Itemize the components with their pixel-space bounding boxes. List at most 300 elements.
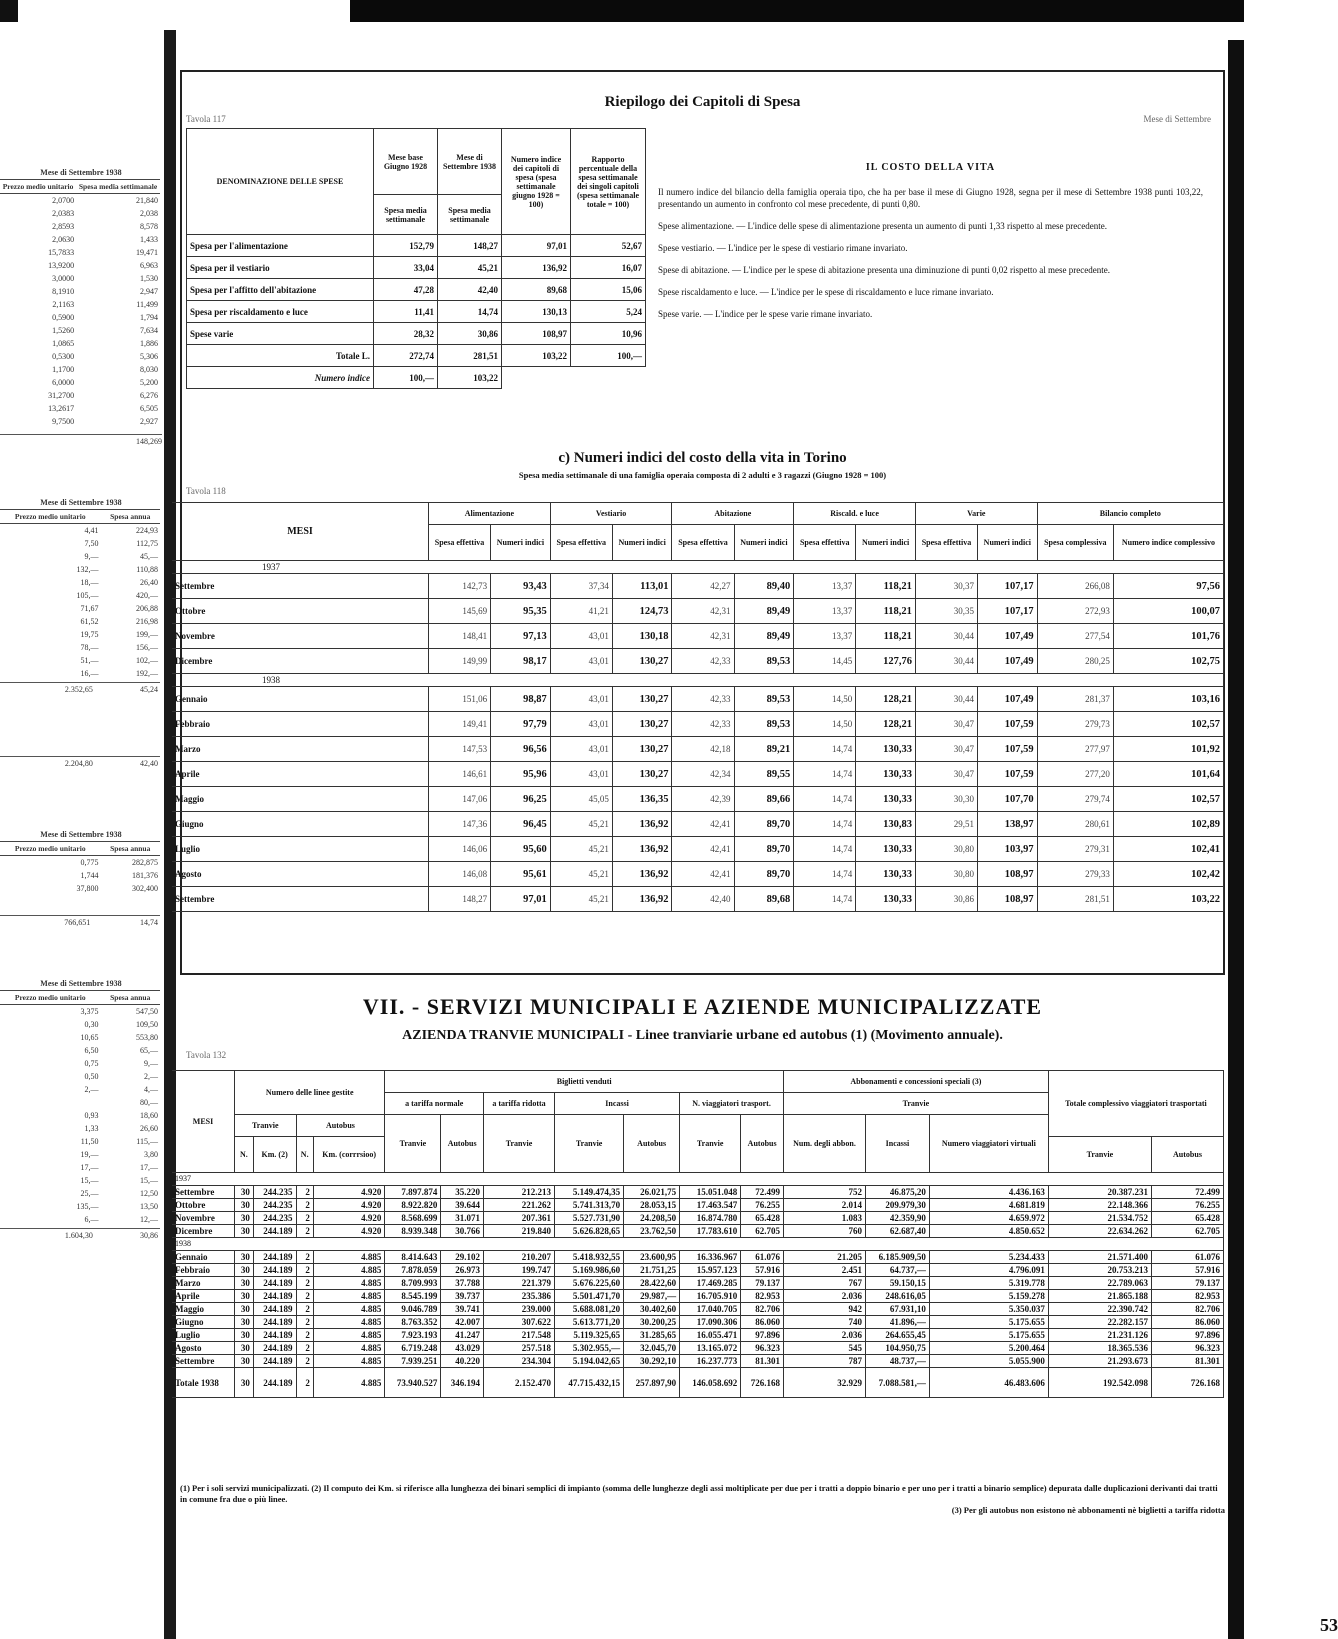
tt-cell: 30	[235, 1342, 254, 1355]
table-row	[172, 1186, 1224, 1199]
ni-cell: 98,87	[491, 687, 551, 712]
tt-month: Dicembre	[172, 1225, 235, 1238]
riepilogo-cell: 108,97	[502, 323, 571, 345]
ni-cell: 272,93	[1037, 599, 1113, 624]
ni-cell: 147,06	[429, 787, 491, 812]
ls-col-header: Prezzo medio unitario	[0, 180, 76, 194]
tt-cell: 17.090.306	[680, 1316, 741, 1329]
tt-year-1937: 1937	[172, 1173, 1224, 1186]
tt-cell: 257.518	[484, 1342, 555, 1355]
ni-sub-spesa: Spesa effettiva	[915, 525, 977, 561]
ni-cell: 42,33	[672, 687, 734, 712]
ni-cell: 97,13	[491, 624, 551, 649]
ni-cell: 101,92	[1113, 737, 1223, 762]
tt-cell: 2	[296, 1329, 313, 1342]
ls-cell: 2,8593	[52, 222, 75, 231]
tt-cell: 2.451	[783, 1264, 865, 1277]
tt-month: Settembre	[172, 1186, 235, 1199]
ni-sub-spesa: Spesa effettiva	[550, 525, 612, 561]
tt-cell: 22.634.262	[1048, 1225, 1151, 1238]
ni-cell: 279,31	[1037, 837, 1113, 862]
table-row	[172, 812, 1224, 837]
ls-cell: 2,—	[84, 1085, 99, 1094]
ni-sub-numeri: Numeri indici	[856, 525, 916, 561]
tt-cell: 209.979,30	[866, 1199, 930, 1212]
tt-cell: 2	[296, 1342, 313, 1355]
tt-cell: 67.931,10	[866, 1303, 930, 1316]
tt-cell: 21.534.752	[1048, 1212, 1151, 1225]
ni-cell: 128,21	[856, 712, 916, 737]
ni-month: Novembre	[172, 624, 429, 649]
ni-sub-numeri: Numero indice complessivo	[1113, 525, 1223, 561]
ni-cell: 102,57	[1113, 712, 1223, 737]
table-row	[172, 1290, 1224, 1303]
ni-cell: 43,01	[550, 762, 612, 787]
ls-cell: 1,744	[80, 871, 99, 880]
tt-cell: 244.189	[253, 1277, 296, 1290]
ni-cell: 42,31	[672, 624, 734, 649]
tt-year-1938: 1938	[172, 1238, 1224, 1251]
tt-month: Agosto	[172, 1342, 235, 1355]
ls-cell: 3,0000	[52, 274, 75, 283]
table-row	[172, 1277, 1224, 1290]
tt-cell: 4.920	[313, 1225, 385, 1238]
ls-heading-2: Mese di Settembre 1938	[40, 498, 122, 507]
ni-cell: 89,70	[734, 812, 794, 837]
tt-cell: 760	[783, 1225, 865, 1238]
ls-cell: 26,40	[140, 578, 158, 587]
tt-cell: 42.359,90	[866, 1212, 930, 1225]
tt-h-via-autobus: Autobus	[741, 1115, 784, 1173]
tt-cell: 221.379	[484, 1277, 555, 1290]
tt-cell: 244.189	[253, 1290, 296, 1303]
table-row	[172, 1251, 1224, 1264]
tt-cell: 76.255	[1151, 1199, 1223, 1212]
tt-cell: 5.613.771,20	[555, 1316, 624, 1329]
ni-cell: 45,05	[550, 787, 612, 812]
table-row	[172, 1225, 1224, 1238]
ni-cell: 101,76	[1113, 624, 1223, 649]
tt-cell: 5.194.042,65	[555, 1355, 624, 1368]
ls-cell: 6,0000	[52, 378, 75, 387]
riepilogo-total-b: 281,51	[438, 345, 502, 367]
ni-h-varie: Varie	[915, 503, 1037, 525]
ls-cell: 12,50	[140, 1189, 158, 1198]
ls-cell: 8,578	[140, 222, 158, 231]
ls-cell: 65,—	[140, 1046, 158, 1055]
ni-cell: 13,37	[794, 624, 856, 649]
tt-cell: 20.387.231	[1048, 1186, 1151, 1199]
ls-total-4	[0, 915, 160, 929]
tt-cell: 2	[296, 1264, 313, 1277]
table-row	[172, 712, 1224, 737]
ni-cell: 277,97	[1037, 737, 1113, 762]
tt-h-biglietti: Biglietti venduti	[385, 1071, 784, 1093]
ni-cell: 89,21	[734, 737, 794, 762]
ls-cell: 15,—	[140, 1176, 158, 1185]
ls-col-header: Prezzo medio unitario	[0, 842, 100, 856]
ni-month: Dicembre	[172, 649, 429, 674]
ls-cell: 2,1163	[52, 300, 75, 309]
ni-cell: 14,74	[794, 862, 856, 887]
riepilogo-cell: 47,28	[374, 279, 438, 301]
tt-total-cell: 46.483.606	[929, 1368, 1048, 1398]
tt-cell: 2	[296, 1199, 313, 1212]
ls-cell: 7,50	[84, 539, 99, 548]
ni-cell: 89,53	[734, 649, 794, 674]
ni-cell: 107,49	[978, 624, 1038, 649]
ls-col-header: Spesa media settimanale	[76, 180, 160, 194]
tt-cell: 17.463.547	[680, 1199, 741, 1212]
ni-sub-numeri: Numeri indici	[978, 525, 1038, 561]
ni-cell: 89,40	[734, 574, 794, 599]
riepilogo-cell: 5,24	[571, 301, 646, 323]
tt-cell: 5.741.313,70	[555, 1199, 624, 1212]
ni-cell: 130,33	[856, 887, 916, 912]
ls-cell: 78,—	[80, 643, 99, 652]
ni-cell: 42,33	[672, 712, 734, 737]
tt-cell: 5.149.474,35	[555, 1186, 624, 1199]
tt-cell: 5.319.778	[929, 1277, 1048, 1290]
table-row	[172, 1329, 1224, 1342]
tt-total-cell: 257.897,90	[624, 1368, 680, 1398]
ls-total-cell: 45,24	[95, 683, 160, 697]
ni-cell: 96,56	[491, 737, 551, 762]
ls-cell: 15,—	[80, 1176, 99, 1185]
tt-cell: 5.688.081,20	[555, 1303, 624, 1316]
ni-cell: 281,51	[1037, 887, 1113, 912]
ni-cell: 42,41	[672, 812, 734, 837]
ls-cell: 135,—	[76, 1202, 99, 1211]
ls-cell: 224,93	[136, 526, 158, 535]
tt-cell: 43.029	[441, 1342, 484, 1355]
ni-cell: 95,96	[491, 762, 551, 787]
ni-cell: 107,59	[978, 737, 1038, 762]
ni-cell: 130,33	[856, 787, 916, 812]
tt-cell: 18.365.536	[1048, 1342, 1151, 1355]
tt-cell: 21.293.673	[1048, 1355, 1151, 1368]
riepilogo-cell: 28,32	[374, 323, 438, 345]
ni-sub-spesa: Spesa effettiva	[794, 525, 856, 561]
table-row	[187, 257, 646, 279]
tt-cell: 5.676.225,60	[555, 1277, 624, 1290]
ls-cell: 0,30	[84, 1020, 99, 1029]
tt-cell: 21.205	[783, 1251, 865, 1264]
tt-cell: 26.021,75	[624, 1186, 680, 1199]
tt-cell: 17.040.705	[680, 1303, 741, 1316]
tt-cell: 15.957.123	[680, 1264, 741, 1277]
ni-cell: 42,41	[672, 837, 734, 862]
ni-cell: 96,45	[491, 812, 551, 837]
tt-cell: 2	[296, 1290, 313, 1303]
tt-cell: 244.235	[253, 1199, 296, 1212]
ni-cell: 266,08	[1037, 574, 1113, 599]
ls-cell: 156,—	[136, 643, 158, 652]
tt-cell: 30.766	[441, 1225, 484, 1238]
tt-cell: 37.788	[441, 1277, 484, 1290]
tt-month: Novembre	[172, 1212, 235, 1225]
ni-cell: 45,21	[550, 812, 612, 837]
ls-cell: 80,—	[140, 1098, 158, 1107]
tt-h-numvirt: Numero viaggiatori virtuali	[929, 1115, 1048, 1173]
tt-cell: 2.014	[783, 1199, 865, 1212]
ni-cell: 148,41	[429, 624, 491, 649]
tt-cell: 199.747	[484, 1264, 555, 1277]
ls-total-cell: 14,74	[92, 916, 160, 930]
tt-month: Ottobre	[172, 1199, 235, 1212]
ls-cell: 110,88	[136, 565, 158, 574]
ni-cell: 138,97	[978, 812, 1038, 837]
ni-cell: 14,74	[794, 787, 856, 812]
tt-cell: 4.885	[313, 1290, 385, 1303]
ni-cell: 102,75	[1113, 649, 1223, 674]
tt-cell: 30	[235, 1329, 254, 1342]
ni-cell: 107,49	[978, 649, 1038, 674]
ls-cell: 19,—	[80, 1150, 99, 1159]
tt-cell: 81.301	[741, 1355, 784, 1368]
ls-cell: 5,306	[140, 352, 158, 361]
tt-cell: 22.282.157	[1048, 1316, 1151, 1329]
ni-cell: 30,44	[915, 687, 977, 712]
tt-cell: 4.885	[313, 1264, 385, 1277]
tt-h-autobus-linee: Autobus	[296, 1115, 385, 1137]
ls-heading-4: Mese di Settembre 1938	[40, 830, 122, 839]
tt-cell: 79.137	[1151, 1277, 1223, 1290]
ls-cell: 2,—	[144, 1072, 158, 1081]
tt-cell: 30	[235, 1316, 254, 1329]
tt-cell: 62.705	[741, 1225, 784, 1238]
tt-cell: 207.361	[484, 1212, 555, 1225]
ls-cell: 2,038	[140, 209, 158, 218]
ni-cell: 42,27	[672, 574, 734, 599]
tt-cell: 22.789.063	[1048, 1277, 1151, 1290]
riepilogo-cell: 152,79	[374, 235, 438, 257]
costo-vita-text	[658, 162, 1203, 330]
ls-cell: 2,927	[140, 417, 158, 426]
riepilogo-row-label: Spesa per riscaldamento e luce	[187, 301, 374, 323]
tt-cell: 13.165.072	[680, 1342, 741, 1355]
ni-year-1937: 1937	[172, 561, 1224, 574]
ls-cell: 1,5260	[52, 326, 75, 335]
tt-cell: 16.237.773	[680, 1355, 741, 1368]
tt-month: Febbraio	[172, 1264, 235, 1277]
ni-cell: 151,06	[429, 687, 491, 712]
ls-cell: 17,—	[80, 1163, 99, 1172]
ni-cell: 136,92	[612, 862, 672, 887]
riepilogo-h-settembre: Mese di Settembre 1938	[438, 129, 502, 195]
riepilogo-cell: 130,13	[502, 301, 571, 323]
ni-cell: 130,27	[612, 737, 672, 762]
tt-cell: 7.897.874	[385, 1186, 441, 1199]
tt-cell: 57.916	[1151, 1264, 1223, 1277]
ni-cell: 103,97	[978, 837, 1038, 862]
ni-cell: 136,92	[612, 837, 672, 862]
tt-cell: 72.499	[741, 1186, 784, 1199]
ni-month: Maggio	[172, 787, 429, 812]
ls-total-1: 148,269	[0, 434, 162, 446]
tt-cell: 244.189	[253, 1342, 296, 1355]
ni-cell: 147,53	[429, 737, 491, 762]
table-row	[172, 624, 1224, 649]
ls-cell: 1,794	[140, 313, 158, 322]
riepilogo-index-label: Numero indice	[187, 367, 374, 389]
ni-cell: 89,70	[734, 862, 794, 887]
riepilogo-total-c: 103,22	[502, 345, 571, 367]
tt-cell: 62.687,40	[866, 1225, 930, 1238]
tt-cell: 4.920	[313, 1212, 385, 1225]
ni-cell: 14,74	[794, 887, 856, 912]
ls-cell: 26,60	[140, 1124, 158, 1133]
ls-col-header: Prezzo medio unitario	[0, 991, 100, 1005]
ni-sub-numeri: Numeri indici	[491, 525, 551, 561]
riepilogo-cell: 15,06	[571, 279, 646, 301]
tt-cell: 2	[296, 1251, 313, 1264]
tt-total-cell: 726.168	[741, 1368, 784, 1398]
tt-h-norm-tranvie: Tranvie	[385, 1115, 441, 1173]
ni-cell: 102,57	[1113, 787, 1223, 812]
ni-cell: 146,61	[429, 762, 491, 787]
ls-cell: 0,775	[80, 858, 99, 867]
tt-cell: 82.953	[1151, 1290, 1223, 1303]
previous-page-fragment	[0, 150, 162, 1600]
tt-cell: 264.655,45	[866, 1329, 930, 1342]
riepilogo-table	[186, 128, 646, 389]
ni-cell: 37,34	[550, 574, 612, 599]
ni-cell: 142,73	[429, 574, 491, 599]
ni-cell: 279,73	[1037, 712, 1113, 737]
costo-vita-p3: Spese vestiario. — L'indice per le spese di vestiario rimane invariato.	[658, 243, 908, 253]
costo-vita-p5: Spese riscaldamento e luce. — L'indice per le spese di riscaldamento e luce rimane invariato.	[658, 287, 994, 297]
ls-cell: 13,50	[140, 1202, 158, 1211]
ni-cell: 130,33	[856, 862, 916, 887]
tt-cell: 30	[235, 1277, 254, 1290]
ls-heading-5: Mese di Settembre 1938	[40, 979, 122, 988]
tt-cell: 8.709.993	[385, 1277, 441, 1290]
tt-total-cell: 73.940.527	[385, 1368, 441, 1398]
ni-cell: 279,33	[1037, 862, 1113, 887]
riepilogo-cell: 89,68	[502, 279, 571, 301]
tt-cell: 30	[235, 1199, 254, 1212]
ni-h-riscaldamento: Riscald. e luce	[794, 503, 916, 525]
tt-total-cell: 7.088.581,—	[866, 1368, 930, 1398]
tt-cell: 76.255	[741, 1199, 784, 1212]
ls-col-header: Prezzo medio unitario	[0, 510, 100, 524]
ls-cell: 13,2617	[48, 404, 75, 413]
tt-cell: 86.060	[741, 1316, 784, 1329]
tt-cell: 39.737	[441, 1290, 484, 1303]
ni-cell: 280,61	[1037, 812, 1113, 837]
tt-month: Gennaio	[172, 1251, 235, 1264]
ni-cell: 95,61	[491, 862, 551, 887]
tt-cell: 32.045,70	[624, 1342, 680, 1355]
tt-month: Luglio	[172, 1329, 235, 1342]
tt-cell: 30.200,25	[624, 1316, 680, 1329]
ls-cell: 0,5900	[52, 313, 75, 322]
tt-cell: 217.548	[484, 1329, 555, 1342]
riepilogo-row-label: Spesa per il vestiario	[187, 257, 374, 279]
tt-cell: 46.875,20	[866, 1186, 930, 1199]
tt-cell: 40.220	[441, 1355, 484, 1368]
tt-cell: 82.953	[741, 1290, 784, 1303]
tt-cell: 21.751,25	[624, 1264, 680, 1277]
tt-cell: 4.681.819	[929, 1199, 1048, 1212]
tt-total-cell: 4.885	[313, 1368, 385, 1398]
ni-cell: 30,80	[915, 837, 977, 862]
ni-cell: 130,27	[612, 712, 672, 737]
ls-cell: 547,50	[136, 1007, 158, 1016]
ls-cell: 0,75	[84, 1059, 99, 1068]
tt-h-mesi: MESI	[172, 1071, 235, 1173]
tt-h-abbon: Abbonamenti e concessioni speciali (3)	[783, 1071, 1048, 1093]
tt-cell: 30	[235, 1303, 254, 1316]
ni-cell: 127,76	[856, 649, 916, 674]
ni-month: Agosto	[172, 862, 429, 887]
ni-month: Aprile	[172, 762, 429, 787]
tt-cell: 244.189	[253, 1355, 296, 1368]
riepilogo-h-base: Mese base Giugno 1928	[374, 129, 438, 195]
tt-cell: 81.301	[1151, 1355, 1223, 1368]
tt-cell: 31.071	[441, 1212, 484, 1225]
tt-month: Settembre	[172, 1355, 235, 1368]
ls-cell: 6,—	[84, 1215, 99, 1224]
table-row	[187, 323, 646, 345]
ni-cell: 42,40	[672, 887, 734, 912]
riepilogo-row-label: Spese varie	[187, 323, 374, 345]
table-row	[172, 574, 1224, 599]
tt-cell: 5.055.900	[929, 1355, 1048, 1368]
ls-cell: 2,0700	[52, 196, 75, 205]
ls-cell: 1,433	[140, 235, 158, 244]
ls-cell: 12,—	[140, 1215, 158, 1224]
tt-cell: 5.200.464	[929, 1342, 1048, 1355]
ni-cell: 97,79	[491, 712, 551, 737]
table-row	[187, 235, 646, 257]
tt-h-km: Km. (2)	[253, 1137, 296, 1173]
ni-cell: 136,92	[612, 887, 672, 912]
tt-cell: 787	[783, 1355, 865, 1368]
ni-cell: 124,73	[612, 599, 672, 624]
tt-cell: 41.896,—	[866, 1316, 930, 1329]
ni-cell: 30,30	[915, 787, 977, 812]
ls-total-cell: 1.604,30	[0, 1229, 95, 1243]
ni-cell: 103,22	[1113, 887, 1223, 912]
tt-cell: 4.885	[313, 1277, 385, 1290]
ls-cell: 2,0630	[52, 235, 75, 244]
ni-cell: 280,25	[1037, 649, 1113, 674]
tt-cell: 30	[235, 1225, 254, 1238]
ni-cell: 107,70	[978, 787, 1038, 812]
tt-h-tranvie-linee: Tranvie	[235, 1115, 297, 1137]
tt-cell: 96.323	[1151, 1342, 1223, 1355]
ni-cell: 45,21	[550, 837, 612, 862]
ni-cell: 130,18	[612, 624, 672, 649]
tt-cell: 767	[783, 1277, 865, 1290]
table-row	[187, 301, 646, 323]
ls-cell: 199,—	[136, 630, 158, 639]
ls-cell: 2,947	[140, 287, 158, 296]
ls-cell: 11,499	[136, 300, 158, 309]
ni-cell: 42,18	[672, 737, 734, 762]
tt-h-numabb: Num. degli abbon.	[783, 1115, 865, 1173]
ls-cell: 181,376	[132, 871, 158, 880]
ls-cell: 16,—	[80, 669, 99, 678]
ls-cell: 1,886	[140, 339, 158, 348]
tt-cell: 59.150,15	[866, 1277, 930, 1290]
tt-cell: 4.885	[313, 1303, 385, 1316]
table-row	[172, 837, 1224, 862]
tt-cell: 244.189	[253, 1316, 296, 1329]
tt-total-cell: 244.189	[253, 1368, 296, 1398]
